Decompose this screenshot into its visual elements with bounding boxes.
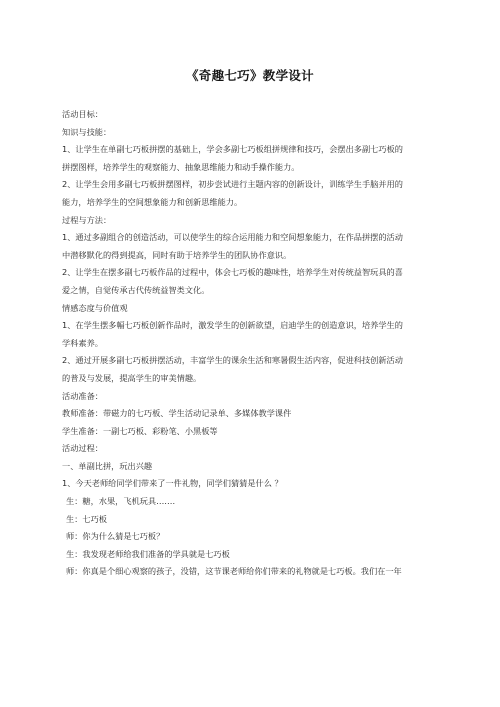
paragraph-part-1	[62, 458, 448, 476]
paragraph-knowledge-heading	[62, 124, 448, 142]
text-line: 1、今天老师给同学们带来了一件礼物，同学们猜猜是什么 ？	[62, 478, 283, 489]
text-line: 1、在学生摆多幅七巧板创新作品时，激发学生的创新欲望，启迪学生的创造意识，培养学生的	[62, 320, 403, 331]
text-line: 生：我发现老师给我们准备的学具就是七巧板	[66, 548, 230, 559]
paragraph-process-heading	[62, 212, 448, 230]
text-line: 活动目标：	[62, 109, 103, 119]
text-line: 拼摆图样，培养学生的观察能力、抽象思维能力和动手操作能力。	[62, 161, 300, 172]
paragraph-dialog-5	[62, 563, 448, 581]
paragraph-emotion-2	[62, 352, 448, 387]
paragraph-prep-student	[62, 423, 448, 441]
paragraph-dialog-2	[62, 511, 448, 529]
text-line: 学科素养。	[62, 337, 103, 348]
paragraph-emotion-heading	[62, 300, 448, 318]
text-line: 过程与方法：	[62, 214, 112, 225]
text-line: 1、让学生在单副七巧板拼摆的基础上，学会多副七巧板组拼规律和技巧，会摆出多副七巧板的	[62, 144, 403, 155]
paragraph-dialog-4	[62, 546, 448, 564]
paragraph-prep-teacher	[62, 405, 448, 423]
text-line: 的普及与发展，提高学生的审美情趣。	[62, 372, 202, 383]
text-line: 2、通过开展多副七巧板拼摆活动，丰富学生的课余生活和寒暑假生活内容，促进科技创新活动	[62, 355, 403, 366]
text-line: 1、通过多副组合的创造活动，可以使学生的综合运用能力和空间想象能力，在作品拼摆的活动	[62, 232, 403, 243]
text-line: 情感态度与价值观	[62, 302, 128, 313]
text-line: 师：你真是个细心观察的孩子，没错，这节课老师给你们带来的礼物就是七巧板。我们在一年	[66, 566, 402, 577]
paragraph-emotion-1	[62, 317, 448, 352]
paragraph-process-title	[62, 440, 448, 458]
paragraph-process-1	[62, 229, 448, 264]
paragraph-knowledge-1	[62, 141, 448, 176]
text-line: 活动过程：	[62, 443, 103, 454]
text-line: 一、单副比拼，玩出兴趣	[62, 460, 153, 471]
paragraph-process-2	[62, 264, 448, 299]
paragraph-goal-heading	[62, 106, 448, 124]
document-title: 《奇趣七巧》教学设计	[185, 68, 314, 83]
text-line: 2、让学生会用多副七巧板拼摆图样，初步尝试进行主题内容的创新设计，训练学生手脑并用的	[62, 179, 403, 190]
text-line: 生：七巧板	[66, 513, 107, 524]
paragraph-dialog-3	[62, 528, 448, 546]
text-line: 师：你为什么猜是七巧板？	[66, 531, 165, 542]
text-line: 生：糖，水果，飞机玩具…….	[66, 496, 176, 507]
paragraph-step-1	[62, 475, 448, 493]
paragraph-dialog-1	[62, 493, 448, 511]
paragraph-knowledge-2	[62, 176, 448, 211]
document-body	[62, 106, 448, 581]
text-line: 爱之情，自觉传承古代传统益智类文化。	[62, 284, 210, 295]
text-line: 学生准备：一副七巧板、彩粉笔、小黑板等	[62, 425, 218, 436]
text-line: 中潜移默化的得到提高，同时有助于培养学生的团队协作意识。	[62, 249, 292, 260]
paragraph-prep-heading	[62, 388, 448, 406]
text-line: 教师准备：带磁力的七巧板、学生活动记录单、多媒体教学课件	[62, 408, 292, 419]
text-line: 活动准备：	[62, 390, 103, 401]
text-line: 能力，培养学生的空间想象能力和创新思维能力。	[62, 196, 243, 207]
text-line: 2、让学生在摆多副七巧板作品的过程中，体会七巧板的趣味性，培养学生对传统益智玩具的喜	[62, 267, 403, 278]
text-line: 知识与技能：	[62, 126, 112, 137]
